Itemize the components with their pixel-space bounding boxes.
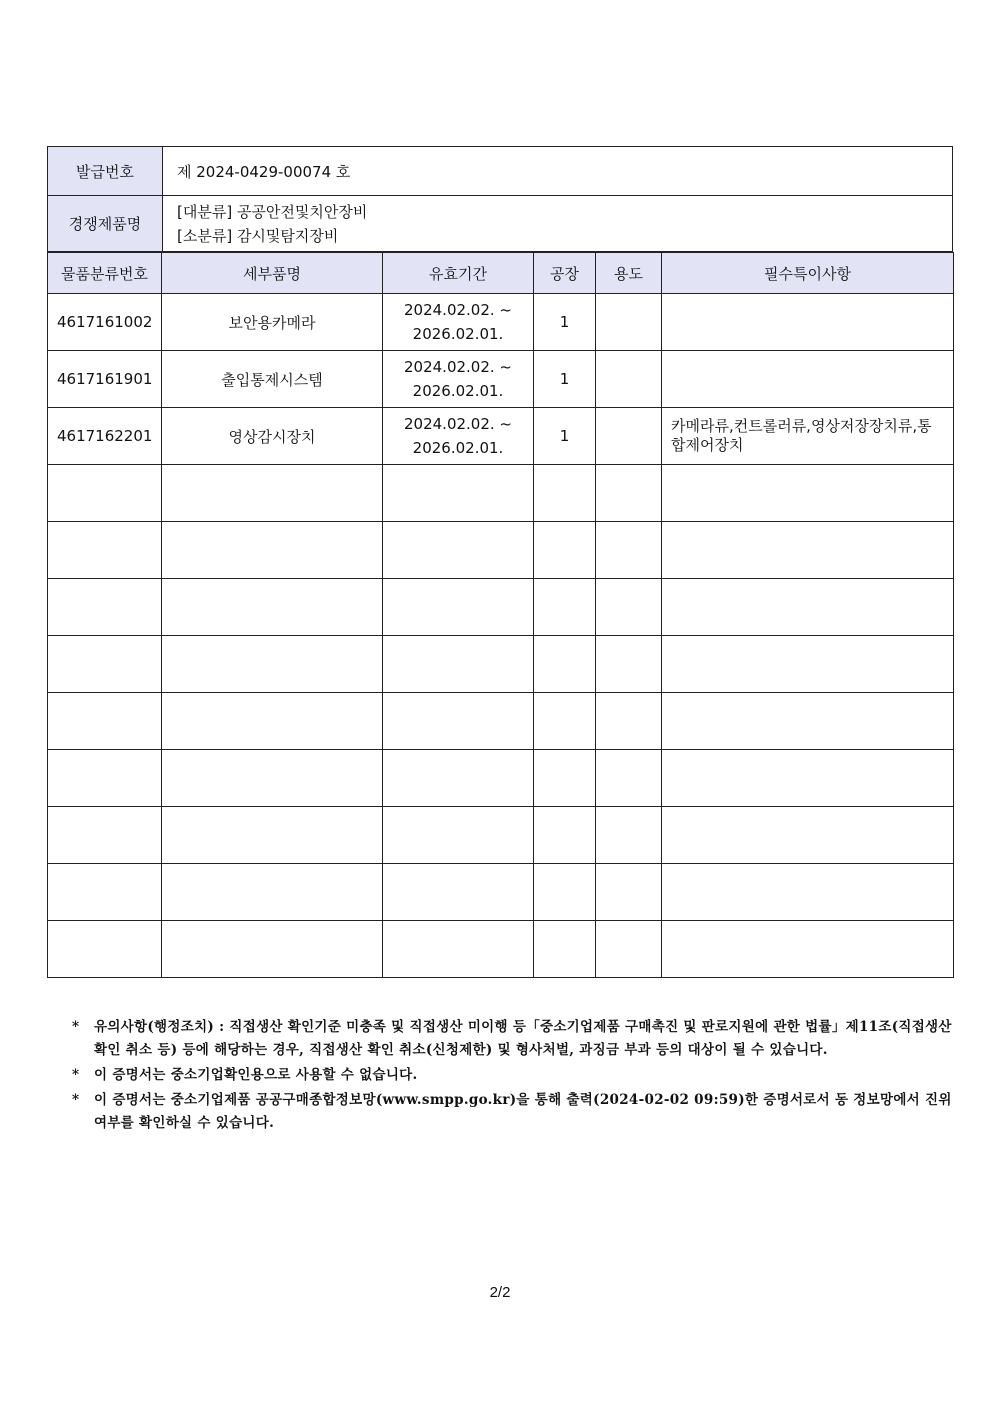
product-name-label: 경쟁제품명 bbox=[48, 196, 163, 252]
empty-row bbox=[48, 579, 954, 636]
notice-item bbox=[72, 1016, 957, 1062]
col-header-factory: 공장 bbox=[534, 253, 596, 294]
empty-row bbox=[48, 465, 954, 522]
notice-text: 유의사항(행정조치) : 직접생산 확인기준 미충족 및 직접생산 미이행 등「중소기업제품 구매촉진 및 판로지원에 관한 법률」제11조(직접생산 확인 취소 등) 등에 해당하는 경우, 직접생산 확인 취소(신청제한) 및 형사처벌, 과징금 부과 등의 대상이 될 수 있습니다. bbox=[94, 1019, 952, 1058]
validity-period bbox=[383, 408, 534, 465]
period-end: 2026.02.01. bbox=[412, 439, 504, 457]
page-number: 2/2 bbox=[489, 1284, 511, 1301]
issue-number-value: 제 2024-0429-00074 호 bbox=[163, 147, 953, 196]
col-header-item-name: 세부품명 bbox=[162, 253, 383, 294]
factory-count: 1 bbox=[534, 408, 596, 465]
empty-row bbox=[48, 921, 954, 978]
special-notes bbox=[662, 294, 954, 351]
item-name: 보안용카메라 bbox=[162, 294, 383, 351]
factory-count: 1 bbox=[534, 294, 596, 351]
classification-no: 4617161901 bbox=[48, 351, 162, 408]
factory-count: 1 bbox=[534, 351, 596, 408]
minor-classification: [소분류] 감시및탐지장비 bbox=[177, 226, 339, 245]
use bbox=[596, 351, 662, 408]
certificate-header-table bbox=[47, 146, 953, 252]
use bbox=[596, 294, 662, 351]
item-name: 출입통제시스템 bbox=[162, 351, 383, 408]
validity-period bbox=[383, 351, 534, 408]
col-header-classification-no: 물품분류번호 bbox=[48, 253, 162, 294]
table-header-row bbox=[48, 253, 954, 294]
special-notes bbox=[662, 351, 954, 408]
empty-row bbox=[48, 807, 954, 864]
asterisk-mark: * bbox=[72, 1092, 80, 1108]
table-row bbox=[48, 351, 954, 408]
asterisk-mark: * bbox=[72, 1019, 80, 1035]
table-row bbox=[48, 408, 954, 465]
classification-no: 4617161002 bbox=[48, 294, 162, 351]
period-start: 2024.02.02. ~ bbox=[404, 358, 512, 376]
col-header-validity: 유효기간 bbox=[383, 253, 534, 294]
empty-row bbox=[48, 693, 954, 750]
product-classification bbox=[163, 196, 953, 252]
col-header-notes: 필수특이사항 bbox=[662, 253, 954, 294]
notice-text: 이 증명서는 중소기업확인용으로 사용할 수 없습니다. bbox=[94, 1067, 418, 1083]
notice-section bbox=[72, 1016, 957, 1137]
period-start: 2024.02.02. ~ bbox=[404, 415, 512, 433]
period-start: 2024.02.02. ~ bbox=[404, 301, 512, 319]
notice-item bbox=[72, 1064, 957, 1087]
special-notes: 카메라류,컨트롤러류,영상저장장치류,통합제어장치 bbox=[662, 408, 954, 465]
notice-item bbox=[72, 1089, 957, 1135]
issue-number-label: 발급번호 bbox=[48, 147, 163, 196]
validity-period bbox=[383, 294, 534, 351]
asterisk-mark: * bbox=[72, 1067, 80, 1083]
use bbox=[596, 408, 662, 465]
empty-row bbox=[48, 864, 954, 921]
empty-row bbox=[48, 750, 954, 807]
empty-row bbox=[48, 522, 954, 579]
classification-no: 4617162201 bbox=[48, 408, 162, 465]
period-end: 2026.02.01. bbox=[412, 382, 504, 400]
table-row bbox=[48, 294, 954, 351]
col-header-use: 용도 bbox=[596, 253, 662, 294]
item-name: 영상감시장치 bbox=[162, 408, 383, 465]
major-classification: [대분류] 공공안전및치안장비 bbox=[177, 202, 368, 221]
empty-row bbox=[48, 636, 954, 693]
period-end: 2026.02.01. bbox=[412, 325, 504, 343]
notice-text: 이 증명서는 중소기업제품 공공구매종합정보망(www.smpp.go.kr)을 통해 출력(2024-02-02 09:59)한 증명서로서 동 정보망에서 진위여부를 확인하실 수 있습니다. bbox=[94, 1092, 952, 1131]
product-table bbox=[47, 252, 954, 978]
